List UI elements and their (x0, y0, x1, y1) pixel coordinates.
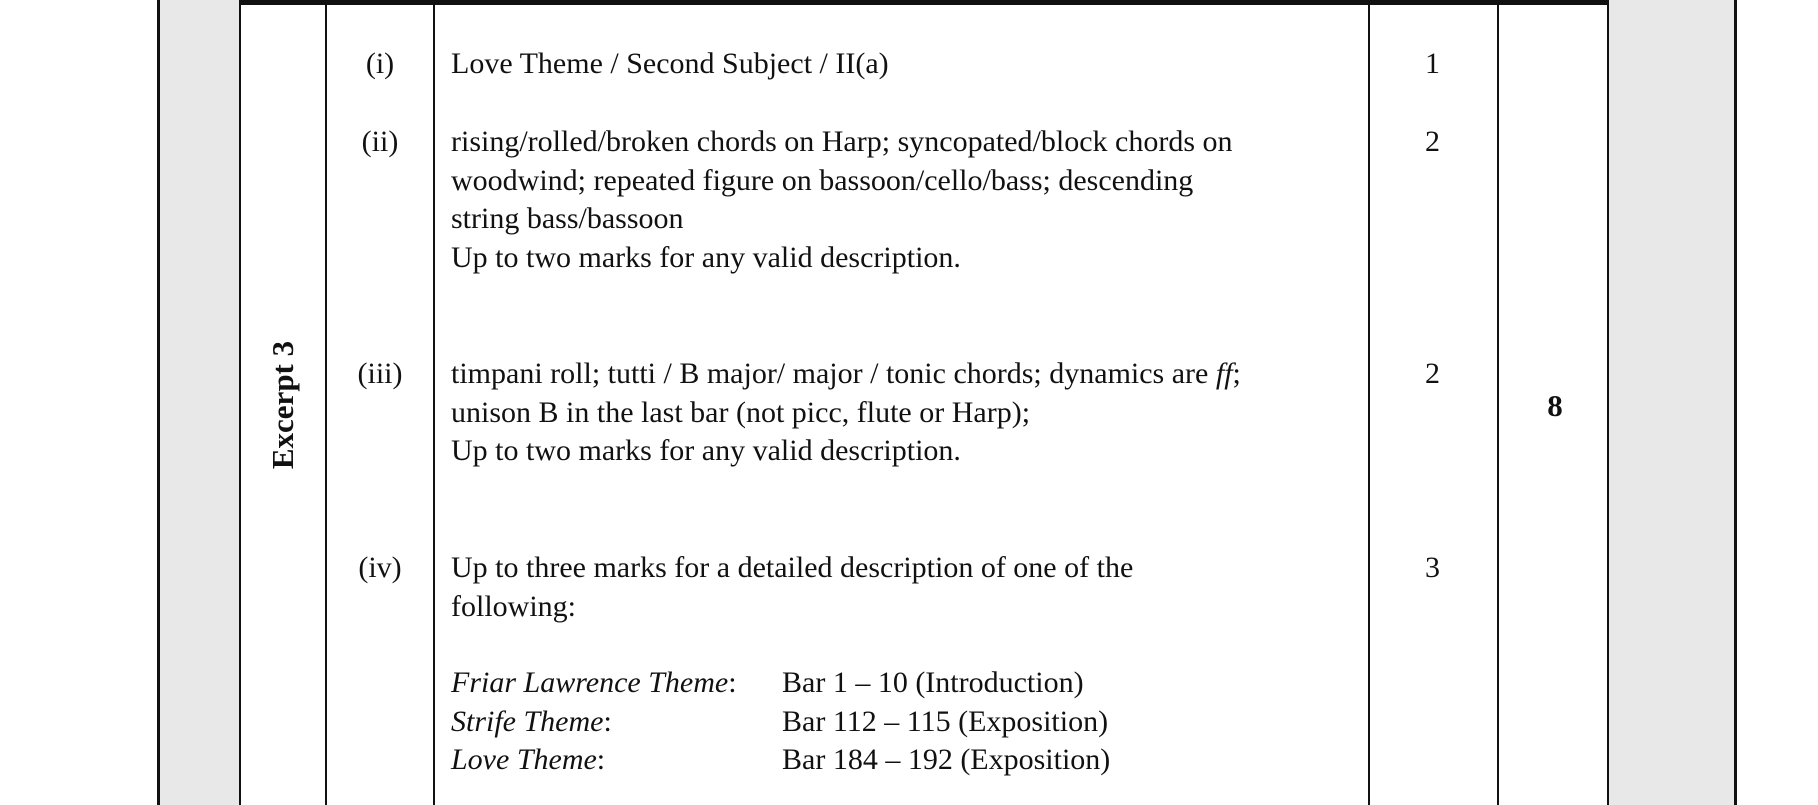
section-label: Excerpt 3 (265, 340, 301, 470)
answer-text: timpani roll; tutti / B major/ major / tonic chords; dynamics are (451, 357, 1216, 390)
answer-line: rising/rolled/broken chords on Harp; syncopated/block chords on (451, 125, 1233, 158)
question-answer (451, 549, 1133, 626)
question-number: (i) (365, 47, 395, 80)
column-divider (1497, 0, 1499, 805)
column-divider (433, 0, 435, 805)
question-marks: 2 (1425, 357, 1440, 390)
answer-line: following: (451, 589, 576, 623)
section-label-cell (241, 330, 325, 480)
question-marks: 3 (1425, 551, 1440, 584)
theme-name: Love Theme (451, 743, 597, 776)
answer-line: woodwind; repeated figure on bassoon/cello/bass; descending (451, 163, 1194, 197)
theme-name: Friar Lawrence Theme (451, 666, 729, 699)
column-divider (325, 0, 327, 805)
column-divider (1368, 0, 1370, 805)
theme-bars: Bar 184 – 192 (Exposition) (782, 743, 1111, 776)
answer-line: Up to three marks for a detailed description of one of the (451, 551, 1134, 584)
answer-line: string bass/bassoon (451, 202, 684, 235)
answer-line (451, 355, 1241, 394)
question-number: (iii) (357, 357, 403, 390)
theme-name: Strife Theme (451, 704, 604, 738)
theme-colon: : (728, 666, 737, 699)
theme-row (451, 664, 1084, 703)
answer-line: Love Theme / Second Subject / II(a) (451, 47, 889, 80)
answer-text: ; (1232, 357, 1241, 390)
theme-bars: Bar 1 – 10 (Introduction) (782, 666, 1084, 699)
question-marks: 1 (1425, 47, 1440, 80)
answer-line: Up to two marks for any valid description. (451, 434, 961, 467)
theme-colon: : (603, 704, 612, 738)
question-number: (iv) (358, 551, 402, 584)
answer-line: Up to two marks for any valid description. (451, 240, 961, 274)
theme-list (451, 664, 1111, 780)
answer-line: unison B in the last bar (not picc, flute or Harp); (451, 395, 1031, 429)
total-marks: 8 (1547, 388, 1563, 423)
theme-row (451, 741, 1111, 780)
dynamics-marking: ff (1215, 357, 1233, 390)
theme-row (451, 703, 1109, 742)
question-answer (451, 45, 889, 84)
question-marks: 2 (1425, 125, 1440, 158)
question-answer (451, 355, 1241, 471)
theme-bars: Bar 112 – 115 (Exposition) (782, 704, 1109, 738)
question-answer (451, 123, 1233, 277)
question-number: (ii) (361, 125, 399, 158)
theme-colon: : (596, 743, 606, 776)
